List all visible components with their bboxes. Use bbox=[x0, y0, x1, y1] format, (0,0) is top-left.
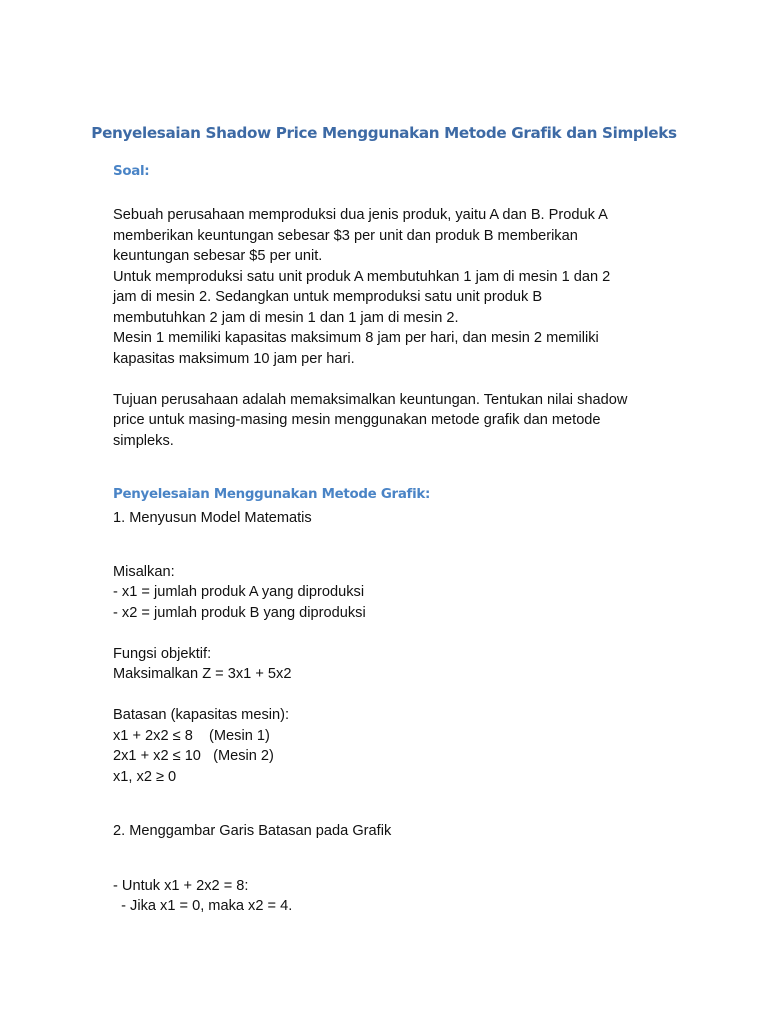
soal-heading: Soal: bbox=[113, 164, 150, 179]
paragraph-line: - Untuk x1 + 2x2 = 8: bbox=[113, 878, 249, 894]
paragraph-line: membutuhkan 2 jam di mesin 1 dan 1 jam di mesin 2. bbox=[113, 310, 459, 326]
paragraph-line: Untuk memproduksi satu unit produk A membutuhkan 1 jam di mesin 1 dan 2 bbox=[113, 269, 611, 285]
paragraph-line: Tujuan perusahaan adalah memaksimalkan keuntungan. Tentukan nilai shadow bbox=[113, 392, 628, 408]
paragraph-line: Fungsi objektif: bbox=[113, 646, 212, 662]
paragraph-line: Batasan (kapasitas mesin): bbox=[113, 707, 290, 723]
paragraph-line: simpleks. bbox=[113, 433, 174, 449]
document-title: Penyelesaian Shadow Price Menggunakan Metode Grafik dan Simpleks bbox=[91, 124, 677, 142]
paragraph-line: memberikan keuntungan sebesar $3 per unit dan produk B memberikan bbox=[113, 228, 578, 244]
paragraph-line: x1, x2 ≥ 0 bbox=[113, 769, 177, 785]
paragraph-line: price untuk masing-masing mesin menggunakan metode grafik dan metode bbox=[113, 412, 601, 428]
paragraph-line: - x1 = jumlah produk A yang diproduksi bbox=[113, 584, 365, 600]
graphic-method-heading: Penyelesaian Menggunakan Metode Grafik: bbox=[113, 487, 431, 502]
paragraph-line: kapasitas maksimum 10 jam per hari. bbox=[113, 351, 355, 367]
paragraph-line: Sebuah perusahaan memproduksi dua jenis produk, yaitu A dan B. Produk A bbox=[113, 207, 608, 223]
paragraph-line: jam di mesin 2. Sedangkan untuk memproduksi satu unit produk B bbox=[113, 289, 543, 305]
step-2-heading: 2. Menggambar Garis Batasan pada Grafik bbox=[113, 823, 392, 839]
paragraph-line: Misalkan: bbox=[113, 564, 175, 580]
paragraph-line: 2x1 + x2 ≤ 10 (Mesin 2) bbox=[113, 748, 274, 764]
paragraph-line: - x2 = jumlah produk B yang diproduksi bbox=[113, 605, 366, 621]
paragraph-line: Mesin 1 memiliki kapasitas maksimum 8 jam per hari, dan mesin 2 memiliki bbox=[113, 330, 599, 346]
step-1-heading: 1. Menyusun Model Matematis bbox=[113, 510, 312, 526]
paragraph-line: Maksimalkan Z = 3x1 + 5x2 bbox=[113, 666, 292, 682]
paragraph-line: - Jika x1 = 0, maka x2 = 4. bbox=[113, 898, 293, 914]
paragraph-line: x1 + 2x2 ≤ 8 (Mesin 1) bbox=[113, 728, 270, 744]
paragraph-line: keuntungan sebesar $5 per unit. bbox=[113, 248, 323, 264]
